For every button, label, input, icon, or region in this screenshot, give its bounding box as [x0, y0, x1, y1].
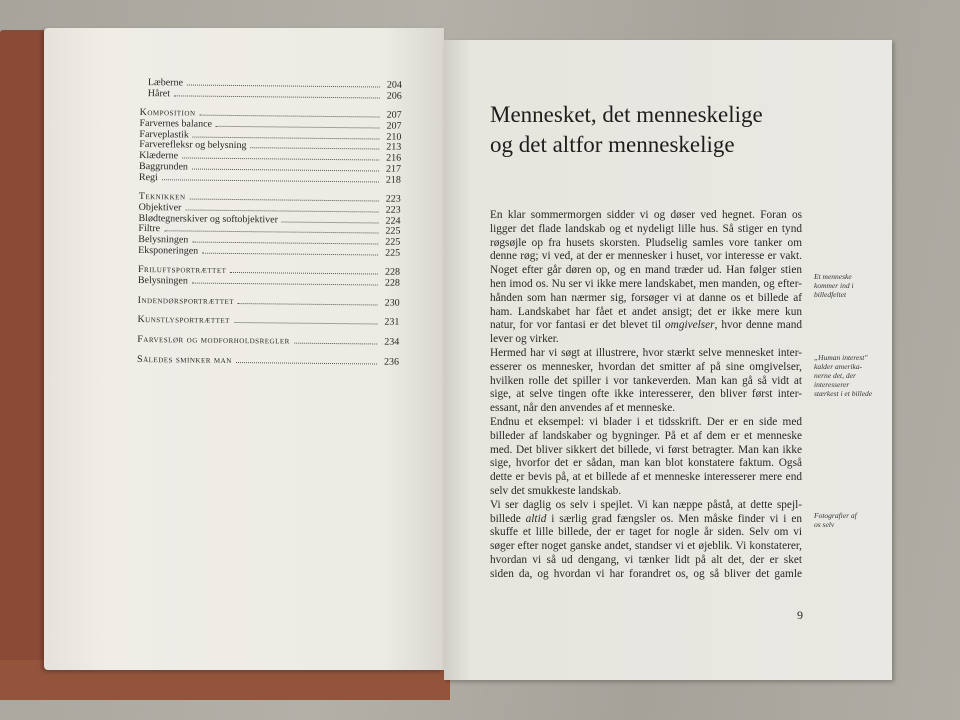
toc-entry-label: Farverefleksr og belysning [139, 139, 247, 152]
margin-note-3 [814, 511, 894, 529]
margin-note-line: nerne det, der [814, 371, 856, 380]
toc-entry-label: Farvernes balance [139, 118, 213, 130]
text-line: En klar sommermorgen sidder vi og døser ved hegnet. Foran os [490, 209, 802, 221]
margin-note-line: interesserer [814, 380, 850, 389]
toc-leader-dots [182, 158, 379, 161]
text-line: Endnu et eksempel: vi blader i et tidsskrift. Der er en side med [490, 415, 802, 428]
text-line: denne røg; vi ved, at der er mennesker i huset, vor interesse er vakt. [490, 250, 802, 263]
chapter-title [490, 100, 763, 160]
paragraph [490, 499, 802, 582]
margin-note-1 [814, 272, 894, 299]
text-line: lever og virker. [490, 333, 559, 346]
toc-entry-label: Farveslør og modforholdsregler [137, 334, 290, 347]
text-line: ham. Landskabet har fået et andet ansigt; det er ikke mere kun [490, 305, 802, 318]
toc-entry-label: Blødtegnerskiver og softobjektiver [138, 212, 279, 226]
toc-entry-label: Komposition [139, 107, 196, 119]
margin-note-line: billedfeltet [814, 290, 847, 299]
toc-entry-label: Objektiver [138, 201, 182, 214]
text-line: skuffe et lille billede, der er taget for nogle år siden. Selv om vi [490, 526, 802, 539]
text-line: ligger det flade landskab og et nydeligt lille hus. Så stiger en tynd [490, 222, 802, 235]
toc-entry-page: 236 [383, 356, 400, 368]
toc-entry-label: Teknikken [138, 191, 186, 203]
margin-note-line: „Human interest" [814, 353, 868, 362]
chapter-title-line-1: Mennesket, det menneskelige [490, 102, 763, 127]
text-line: billeder af landskaber og bygninger. På et af dem er et menneske [490, 429, 802, 442]
text-line: hvordan vi så ud dengang, vi tænker lidt på alt det, der er sket [490, 553, 802, 566]
toc-entry-label: Eksponeringen [138, 244, 199, 257]
toc-entry-page: 225 [385, 236, 401, 248]
toc-entry-page: 207 [386, 109, 402, 122]
toc-leader-dots [202, 252, 378, 255]
toc-leader-dots [199, 115, 379, 118]
text-line: Noget efter går døren op, og en mand træder ud. Han følger stien [490, 264, 802, 277]
toc-entry-page: 228 [384, 277, 400, 289]
table-of-contents [137, 78, 402, 368]
text-line: hvilken rolle det spiller i vor tankeverden. Man kan gå så vidt at [490, 374, 802, 387]
toc-leader-dots [174, 95, 380, 98]
toc-entry-label: Baggrunden [139, 160, 189, 173]
toc-leader-dots [192, 283, 378, 286]
toc-leader-dots [193, 136, 380, 139]
toc-entry-label: Belysningen [138, 233, 189, 246]
chapter-title-line-2: og det altfor menneskelige [490, 132, 735, 157]
text-line: essant, når den anvendes af et menneske. [490, 402, 676, 415]
toc-leader-dots [230, 272, 378, 275]
toc-entry-page: 204 [386, 79, 402, 91]
text-line: dette er bevis på, at et billede af et menneske interesserer mere end [490, 471, 802, 484]
toc-entry-label: Håret [147, 87, 171, 100]
text-line: sige, at selve tingen ofte ikke interesserer, den bliver først inter- [490, 388, 802, 401]
margin-note-2 [814, 353, 894, 398]
toc-entry-label: Læberne [147, 77, 184, 89]
toc-leader-dots [187, 84, 380, 87]
toc-leader-dots [192, 241, 378, 244]
toc-leader-dots [185, 209, 378, 212]
toc-leader-dots [238, 303, 378, 305]
toc-entry-page: 216 [386, 152, 402, 164]
paragraph [490, 209, 802, 347]
toc-entry-page: 210 [386, 131, 402, 143]
toc-entry-label: Således sminker man [136, 353, 232, 366]
text-line: med. Det bliver sikkert det billede, vi først betragter. Man kan ikke [490, 443, 802, 456]
margin-note-line: Et menneske [814, 272, 852, 281]
toc-leader-dots [236, 362, 377, 364]
toc-entry-page: 223 [385, 204, 401, 216]
toc-entry-page: 206 [386, 90, 402, 102]
paragraph [490, 416, 802, 499]
text-line: sige, hvorfor det er sådan, man kan blot konstatere faktum. Også [490, 457, 802, 470]
toc-entry-page: 234 [384, 336, 400, 348]
margin-note-line: kommer ind i [814, 281, 854, 290]
toc-entry-label: Regi [138, 171, 158, 183]
margin-note-line: Fotografier af [814, 511, 857, 520]
text-line: Hermed har vi søgt at illustrere, hvor stærkt selve mennesket inter- [490, 346, 802, 359]
toc-entry-label: Indendørsportrættet [137, 294, 235, 307]
toc-leader-dots [294, 343, 377, 345]
toc-leader-dots [234, 322, 378, 325]
toc-entry-page: 228 [384, 266, 401, 279]
toc-entry-page: 225 [385, 247, 401, 259]
margin-note-line: stærkest i et billede [814, 389, 873, 398]
text-line: selv det smukkeste landskab. [490, 484, 622, 497]
toc-entry-label: Belysningen [137, 274, 188, 287]
toc-leader-dots [192, 168, 379, 171]
margin-note-line: os selv [814, 520, 835, 529]
margin-note-line: kalder amerika- [814, 362, 863, 371]
text-line: billede altid i særlig grad fængsler os. Men måske finder vi i en [490, 512, 802, 525]
toc-entry-page: 213 [386, 142, 402, 154]
toc-entry-label: Klæderne [139, 150, 179, 162]
text-line: esserer os mennesker, hvordan det smitter af på sine omgivelser, [490, 360, 802, 373]
paragraph [490, 347, 802, 416]
page-number: 9 [797, 608, 803, 622]
text-line: Vi ser daglig os selv i spejlet. Vi kan næppe påstå, at dette spejl- [490, 498, 802, 511]
text-line: hen imod os. Nu ser vi ikke mere landskabet, men manden, og efter- [490, 277, 802, 290]
toc-leader-dots [190, 199, 379, 202]
toc-leader-dots [250, 148, 379, 150]
toc-entry-label: Friluftsportrættet [137, 264, 227, 277]
toc-entry-page: 217 [386, 163, 402, 175]
toc-entry-page: 230 [384, 297, 400, 309]
toc-entry-page: 223 [385, 193, 401, 205]
text-line: hånden som han nærmer sig, forsøger vi at danne os et billede af [490, 291, 802, 304]
text-line: røgsøjle op fra husets skorsten. Pludselig samles vore tanker om [490, 236, 802, 249]
toc-entry-page: 225 [385, 225, 401, 237]
toc-entry-label: Filtre [138, 223, 161, 235]
toc-entry-page: 231 [384, 316, 400, 329]
toc-entry-page: 218 [385, 174, 402, 186]
text-line: siden da, og hvordan vi har forandret os, og så bliver det gamle [490, 567, 802, 580]
toc-entry-label: Kunstlysportrættet [137, 314, 231, 327]
toc-entry-page: 224 [385, 215, 401, 227]
text-line: søger efter noget ganske andet, standser vi et øjeblik. Vi konstaterer, [490, 540, 802, 553]
body-text [490, 209, 802, 582]
toc-entry-page: 207 [386, 120, 402, 132]
text-line: natur, for vor fantasi er det blevet til omgivelser, hvor denne mand [490, 319, 803, 332]
toc-leader-dots [216, 126, 380, 129]
toc-leader-dots [164, 231, 378, 234]
toc-leader-dots [282, 221, 379, 223]
toc-entry-label: Farveplastik [139, 128, 189, 141]
toc-leader-dots [162, 179, 379, 182]
